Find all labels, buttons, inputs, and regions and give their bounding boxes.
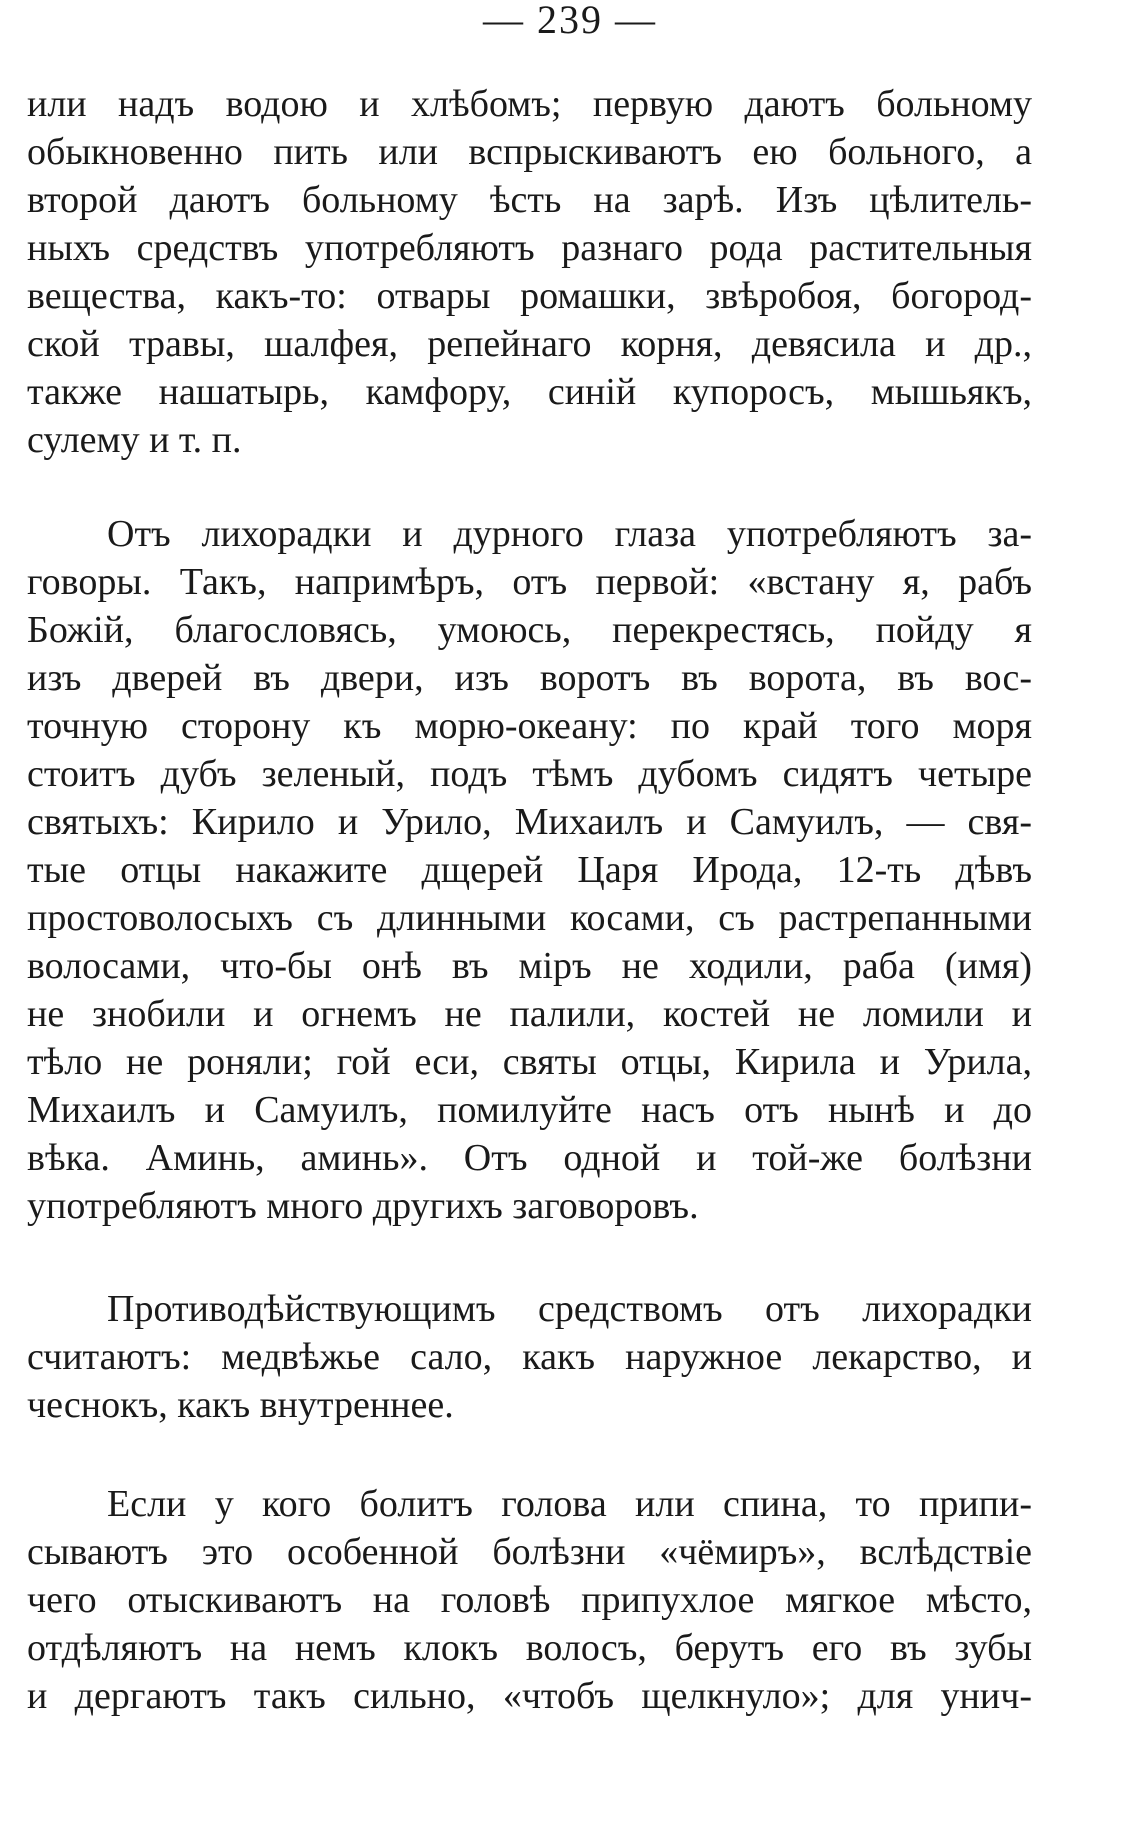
- paragraph-2: [27, 510, 1032, 1230]
- page-number: — 239 —: [483, 0, 657, 42]
- text-line: ныхъ средствъ употребляютъ разнаго рода растительныя: [27, 227, 1032, 269]
- text-line: Отъ лихорадки и дурного глаза употребляютъ за-: [107, 513, 1032, 555]
- paragraph-3: [27, 1285, 1032, 1429]
- text-line: изъ дверей въ двери, изъ воротъ въ ворота, въ вос-: [27, 657, 1032, 699]
- text-line: второй даютъ больному ѣсть на зарѣ. Изъ цѣлитель-: [27, 179, 1032, 221]
- text-line: говоры. Такъ, напримѣръ, отъ первой: «встану я, рабъ: [27, 561, 1032, 603]
- text-line: стоитъ дубъ зеленый, подъ тѣмъ дубомъ сидятъ четыре: [27, 753, 1032, 795]
- text-line: чеснокъ, какъ внутреннее.: [27, 1384, 454, 1426]
- text-line: употребляютъ много другихъ заговоровъ.: [27, 1185, 699, 1227]
- text-line: тѣло не роняли; гой еси, святы отцы, Кирила и Урила,: [27, 1041, 1032, 1083]
- text-line: ской травы, шалфея, репейнаго корня, девясила и др.,: [27, 323, 1032, 365]
- text-line: не знобили и огнемъ не палили, костей не ломили и: [27, 993, 1032, 1035]
- text-line: обыкновенно пить или вспрыскиваютъ ею больного, а: [27, 131, 1032, 173]
- text-line: вѣка. Аминь, аминь». Отъ одной и той-же болѣзни: [27, 1137, 1032, 1179]
- text-line: сываютъ это особенной болѣзни «чёмиръ», вслѣдствіе: [27, 1531, 1032, 1573]
- text-line: и дергаютъ такъ сильно, «чтобъ щелкнуло»; для унич-: [27, 1675, 1032, 1717]
- text-line: Божій, благословясь, умоюсь, перекрестясь, пойду я: [27, 609, 1032, 651]
- text-line: Михаилъ и Самуилъ, помилуйте насъ отъ нынѣ и до: [27, 1089, 1032, 1131]
- text-line: считаютъ: медвѣжье сало, какъ наружное лекарство, и: [27, 1336, 1032, 1378]
- text-line: тые отцы накажите дщерей Царя Ирода, 12-ть дѣвъ: [27, 849, 1032, 891]
- paragraph-1: [27, 80, 1032, 464]
- text-line: волосами, что-бы онѣ въ міръ не ходили, раба (имя): [27, 945, 1032, 987]
- paragraph-4: [27, 1480, 1032, 1720]
- text-line: также нашатырь, камфору, синій купоросъ, мышьякъ,: [27, 371, 1032, 413]
- text-line: отдѣляютъ на немъ клокъ волосъ, берутъ его въ зубы: [27, 1627, 1032, 1669]
- text-line: святыхъ: Кирило и Урило, Михаилъ и Самуилъ, — свя-: [27, 801, 1032, 843]
- text-line: или надъ водою и хлѣбомъ; первую даютъ больному: [27, 83, 1032, 125]
- text-line: Противодѣйствующимъ средствомъ отъ лихорадки: [107, 1288, 1032, 1330]
- text-line: чего отыскиваютъ на головѣ припухлое мягкое мѣсто,: [27, 1579, 1032, 1621]
- text-line: вещества, какъ-то: отвары ромашки, звѣробоя, богород-: [27, 275, 1032, 317]
- text-line: простоволосыхъ съ длинными косами, съ растрепанными: [27, 897, 1032, 939]
- text-line: точную сторону къ морю-океану: по край того моря: [27, 705, 1032, 747]
- text-line: Если у кого болитъ голова или спина, то припи-: [107, 1483, 1032, 1525]
- text-line: сулему и т. п.: [27, 419, 242, 461]
